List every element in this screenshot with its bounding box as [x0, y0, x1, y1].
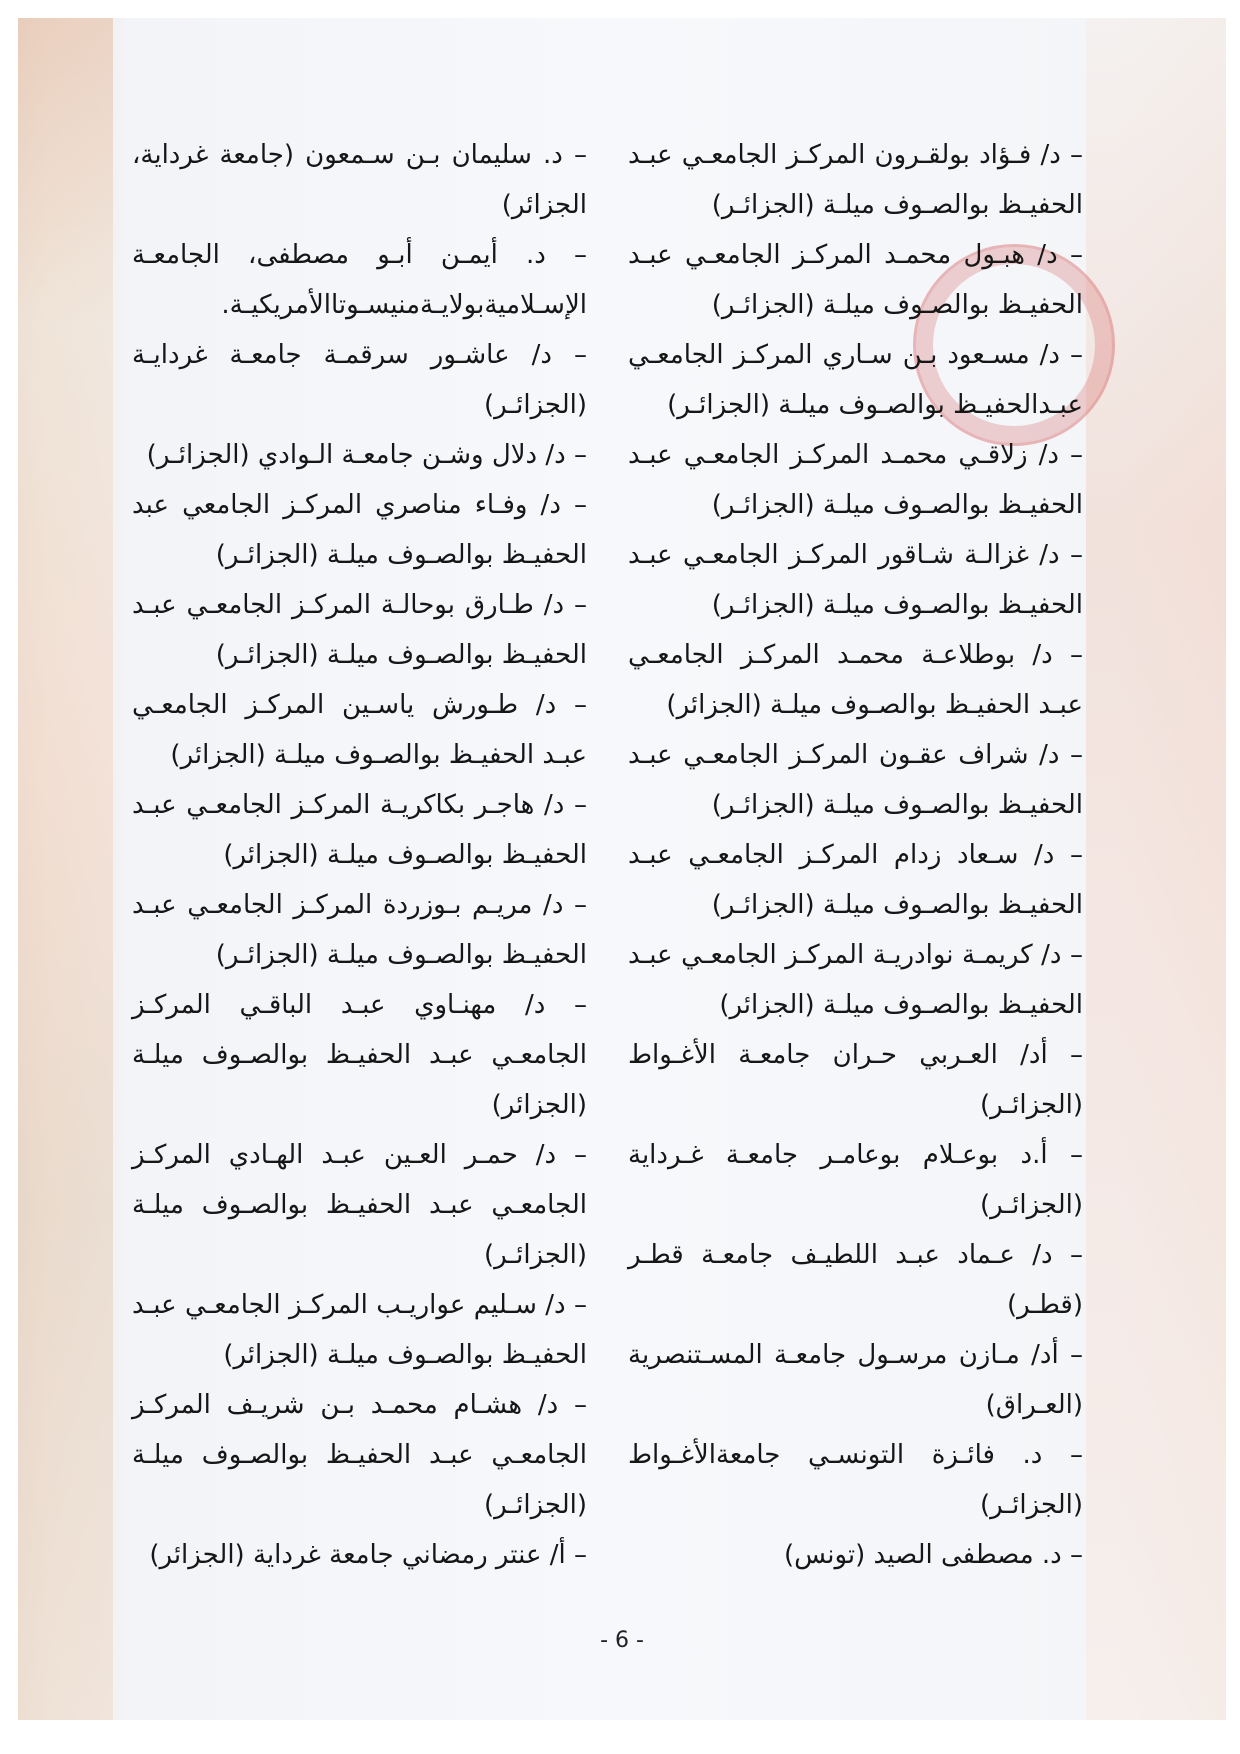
committee-member-entry: – د/ عـماد عبـد اللطيـف جامعـة قطـر (قطـر) [628, 1240, 1083, 1320]
committee-member-entry: – د. أيمـن أبـو مصطفى، الجامعـة الإسـلاميةبولايـةمنيسـوتاالأمريكيـة. [132, 240, 587, 320]
committee-member-entry: – د/ فـؤاد بولقـرون المركـز الجامعـي عبـد الحفيـظ بوالصـوف ميلـة (الجزائـر) [628, 140, 1083, 220]
committee-member-entry: – د/ وفـاء مناصري المركـز الجامعي عبد الحفيـظ بوالصـوف ميلـة (الجزائـر) [132, 490, 587, 570]
committee-member-entry: – د/ مريـم بـوزردة المركـز الجامعـي عبـد الحفيـظ بوالصـوف ميلـة (الجزائـر) [132, 890, 587, 970]
committee-member-entry: – أد/ مـازن مرسـول جامعـة المسـتنصرية (العـراق) [628, 1340, 1083, 1420]
committee-member-entry: – أد/ العـربي حـران جامعـة الأغـواط (الجزائـر) [628, 1040, 1083, 1120]
left-column [132, 130, 587, 1580]
committee-member-entry: – د. فائـزة التونسـي جامعةالأغـواط (الجزائـر) [628, 1440, 1083, 1520]
committee-member-entry: – د/ شراف عقـون المركـز الجامعـي عبـد الحفيـظ بوالصـوف ميلـة (الجزائـر) [628, 740, 1083, 820]
committee-member-entry: – د/ دلال وشـن جامعـة الـوادي (الجزائـر) [146, 440, 587, 470]
decorative-left-border [18, 18, 113, 1720]
right-column [628, 130, 1083, 1580]
committee-member-entry: – د. سليمان بـن سـمعون (جامعة غرداية، الجزائر) [132, 140, 587, 220]
committee-member-entry: – د/ طـورش ياسـين المركـز الجامعـي عبـد الحفيـظ بوالصـوف ميلـة (الجزائر) [132, 690, 587, 770]
committee-member-entry: – د/ هبـول محمـد المركـز الجامعـي عبـد الحفيـظ بوالصـوف ميلـة (الجزائـر) [628, 240, 1083, 320]
committee-member-entry: – د/ زلاقـي محمـد المركـز الجامعـي عبـد الحفيـظ بوالصـوف ميلـة (الجزائـر) [628, 440, 1083, 520]
decorative-right-border [1086, 18, 1226, 1720]
committee-member-entry: – د/ هشـام محمـد بـن شريـف المركـز الجامعـي عبـد الحفيـظ بوالصـوف ميلـة (الجزائـر) [132, 1390, 587, 1520]
committee-member-entry: – د/ طـارق بوحالـة المركـز الجامعـي عبـد الحفيـظ بوالصـوف ميلـة (الجزائـر) [132, 590, 587, 670]
committee-member-entry: – د/ سـعاد زدام المركـز الجامعـي عبـد الحفيـظ بوالصـوف ميلـة (الجزائـر) [628, 840, 1083, 920]
committee-member-entry: – د/ حمـر العـين عبـد الهـادي المركـز الجامعـي عبـد الحفيـظ بوالصـوف ميلـة (الجزائـر) [132, 1140, 587, 1270]
page-number: - 6 - [600, 1628, 644, 1653]
committee-member-entry: – د/ مسـعود بـن سـاري المركـز الجامعـي عبـدالحفيـظ بوالصـوف ميلـة (الجزائـر) [628, 340, 1083, 420]
committee-member-entry: – أ/ عنتر رمضاني جامعة غرداية (الجزائر) [149, 1540, 587, 1570]
committee-member-entry: – د/ مهنـاوي عبـد الباقـي المركـز الجامعـي عبـد الحفيـظ بوالصـوف ميلـة (الجزائر) [132, 990, 587, 1120]
committee-member-entry: – د/ هاجـر بكاكريـة المركـز الجامعـي عبـد الحفيـظ بوالصـوف ميلـة (الجزائر) [132, 790, 587, 870]
committee-member-entry: – د/ بوطلاعـة محمـد المركـز الجامعـي عبـد الحفيـظ بوالصـوف ميلـة (الجزائر) [628, 640, 1083, 720]
committee-member-entry: – د/ سـليم عواريـب المركـز الجامعـي عبـد الحفيـظ بوالصـوف ميلـة (الجزائر) [132, 1290, 587, 1370]
committee-member-entry: – د/ غزالـة شـاقور المركـز الجامعـي عبـد الحفيـظ بوالصـوف ميلـة (الجزائـر) [628, 540, 1083, 620]
committee-member-entry: – د/ عاشـور سرقمـة جامعـة غردايـة (الجزائـر) [132, 340, 587, 420]
committee-member-entry: – د/ كريمـة نوادريـة المركـز الجامعـي عبـد الحفيـظ بوالصـوف ميلـة (الجزائر) [628, 940, 1083, 1020]
committee-member-entry: – أ.د بوعـلام بوعامـر جامعـة غـرداية (الجزائـر) [628, 1140, 1083, 1220]
committee-member-entry: – د. مصطفى الصيد (تونس) [783, 1540, 1083, 1570]
document-page [18, 18, 1226, 1720]
